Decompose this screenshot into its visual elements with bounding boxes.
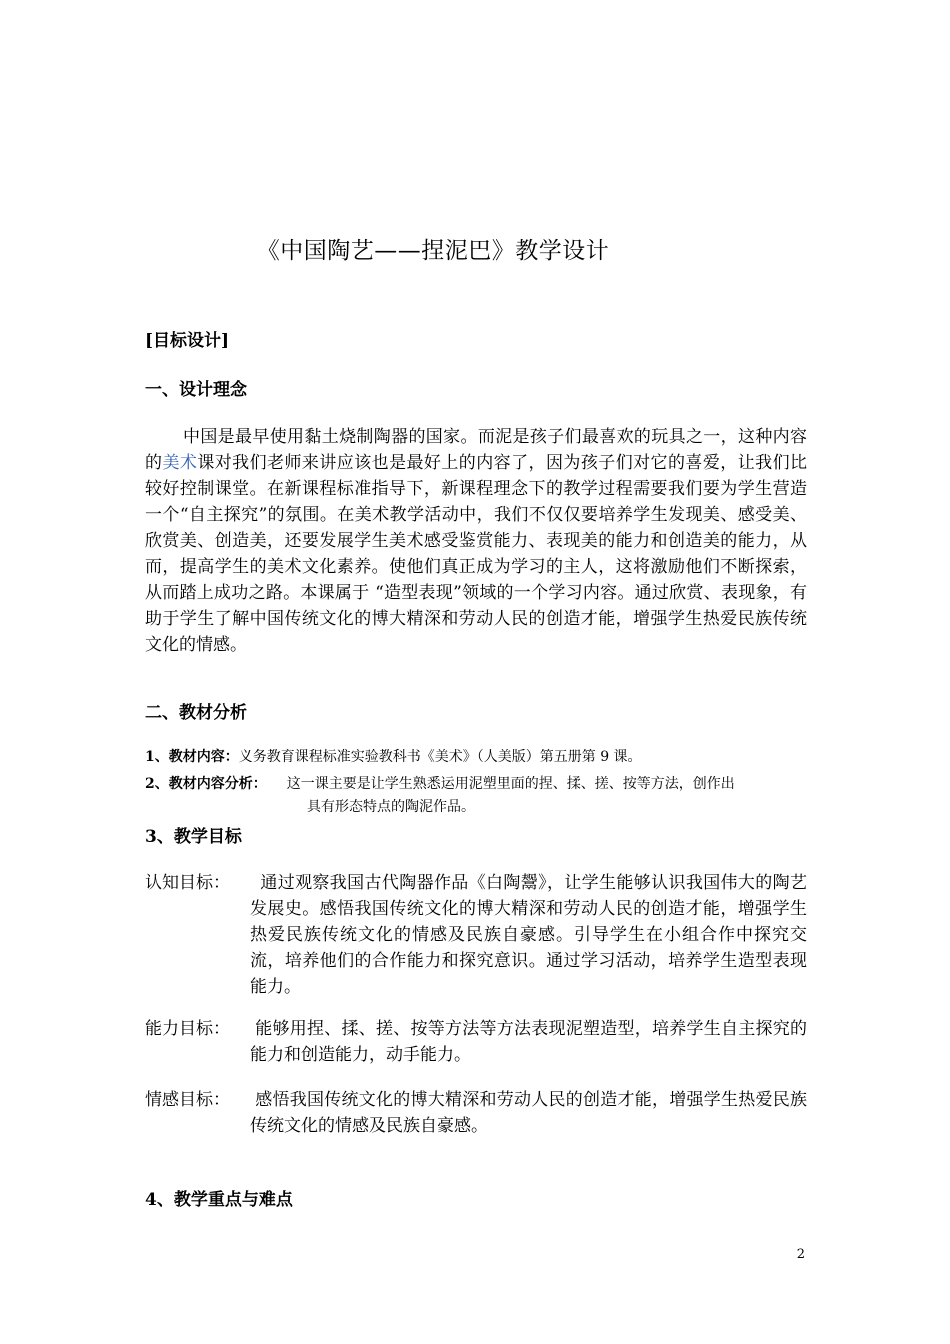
paragraph-text-before: 中国是最早使用黏土烧制陶器的国家。而泥是孩子们最喜欢的玩具之一，这种内容的 [145, 427, 807, 473]
material-analysis-text-2: 具有形态特点的陶泥作品。 [307, 799, 475, 815]
goal-ability-text: 能够用捏、揉、搓、按等方法等方法表现泥塑造型，培养学生自主探究的能力和创造能力，动手能力。 [250, 1019, 807, 1065]
goal-cognitive-label: 认知目标： [145, 873, 230, 893]
document-title: 《中国陶艺——捏泥巴》教学设计 [256, 238, 610, 264]
heading-key-points: 4、教学重点与难点 [145, 1190, 293, 1210]
goal-cognitive-text: 通过观察我国古代陶器作品《白陶鬶》，让学生能够认识我国伟大的陶艺发展史。感悟我国传统文化的博大精深和劳动人民的创造才能，增强学生热爱民族传统文化的情感及民族自豪感。引导学生在小组合作中探究交流，培养他们的合作能力和探究意识。通过学习活动，培养学生造型表现能力。 [250, 873, 807, 997]
material-analysis-item [145, 773, 807, 819]
material-content-text: 义务教育课程标准实验教科书《美术》（人美版）第五册第 9 课。 [238, 749, 642, 765]
design-concept-paragraph [145, 424, 807, 658]
paragraph-text-after: 课对我们老师来讲应该也是最好上的内容了，因为孩子们对它的喜爱，让我们比较好控制课堂。在新课程标准指导下，新课程理念下的教学过程需要我们要为学生营造一个“自主探究”的氛围。在美术教学活动中，我们不仅仅要培养学生发现美、感受美、欣赏美、创造美，还要发展学生美术感受鉴赏能力、表现美的能力和创造美的能力，从而，提高学生的美术文化素养。使他们真正成为学习的主人，这将激励他们不断探索，从而踏上成功之路。本课属于 “造型表现”领域的一个学习内容。通过欣赏、表现象，有助于学生了解中国传统文化的博大精深和劳动人民的创造才能，增强学生热爱民族传统文化的情感。 [145, 453, 808, 655]
goal-emotion-label: 情感目标： [145, 1090, 230, 1110]
material-analysis-label: 2、教材内容分析： [145, 776, 267, 792]
page-number: 2 [796, 1247, 805, 1262]
material-content-item [145, 746, 807, 769]
heading-teaching-goals: 3、教学目标 [145, 827, 242, 847]
goal-ability-label: 能力目标： [145, 1019, 230, 1039]
material-analysis-text-1: 这一课主要是让学生熟悉运用泥塑里面的捏、揉、搓、按等方法，创作出 [286, 776, 735, 792]
section-target-heading: [目标设计] [145, 331, 230, 351]
goal-emotion-text: 感悟我国传统文化的博大精深和劳动人民的创造才能，增强学生热爱民族传统文化的情感及民族自豪感。 [250, 1090, 807, 1136]
goal-ability [145, 1016, 807, 1068]
goal-emotion [145, 1087, 807, 1139]
goal-cognitive [145, 870, 807, 1000]
heading-design-concept: 一、设计理念 [145, 380, 247, 400]
material-content-label: 1、教材内容： [145, 749, 239, 765]
art-link[interactable]: 美术 [162, 453, 198, 473]
heading-material-analysis: 二、教材分析 [145, 703, 247, 723]
